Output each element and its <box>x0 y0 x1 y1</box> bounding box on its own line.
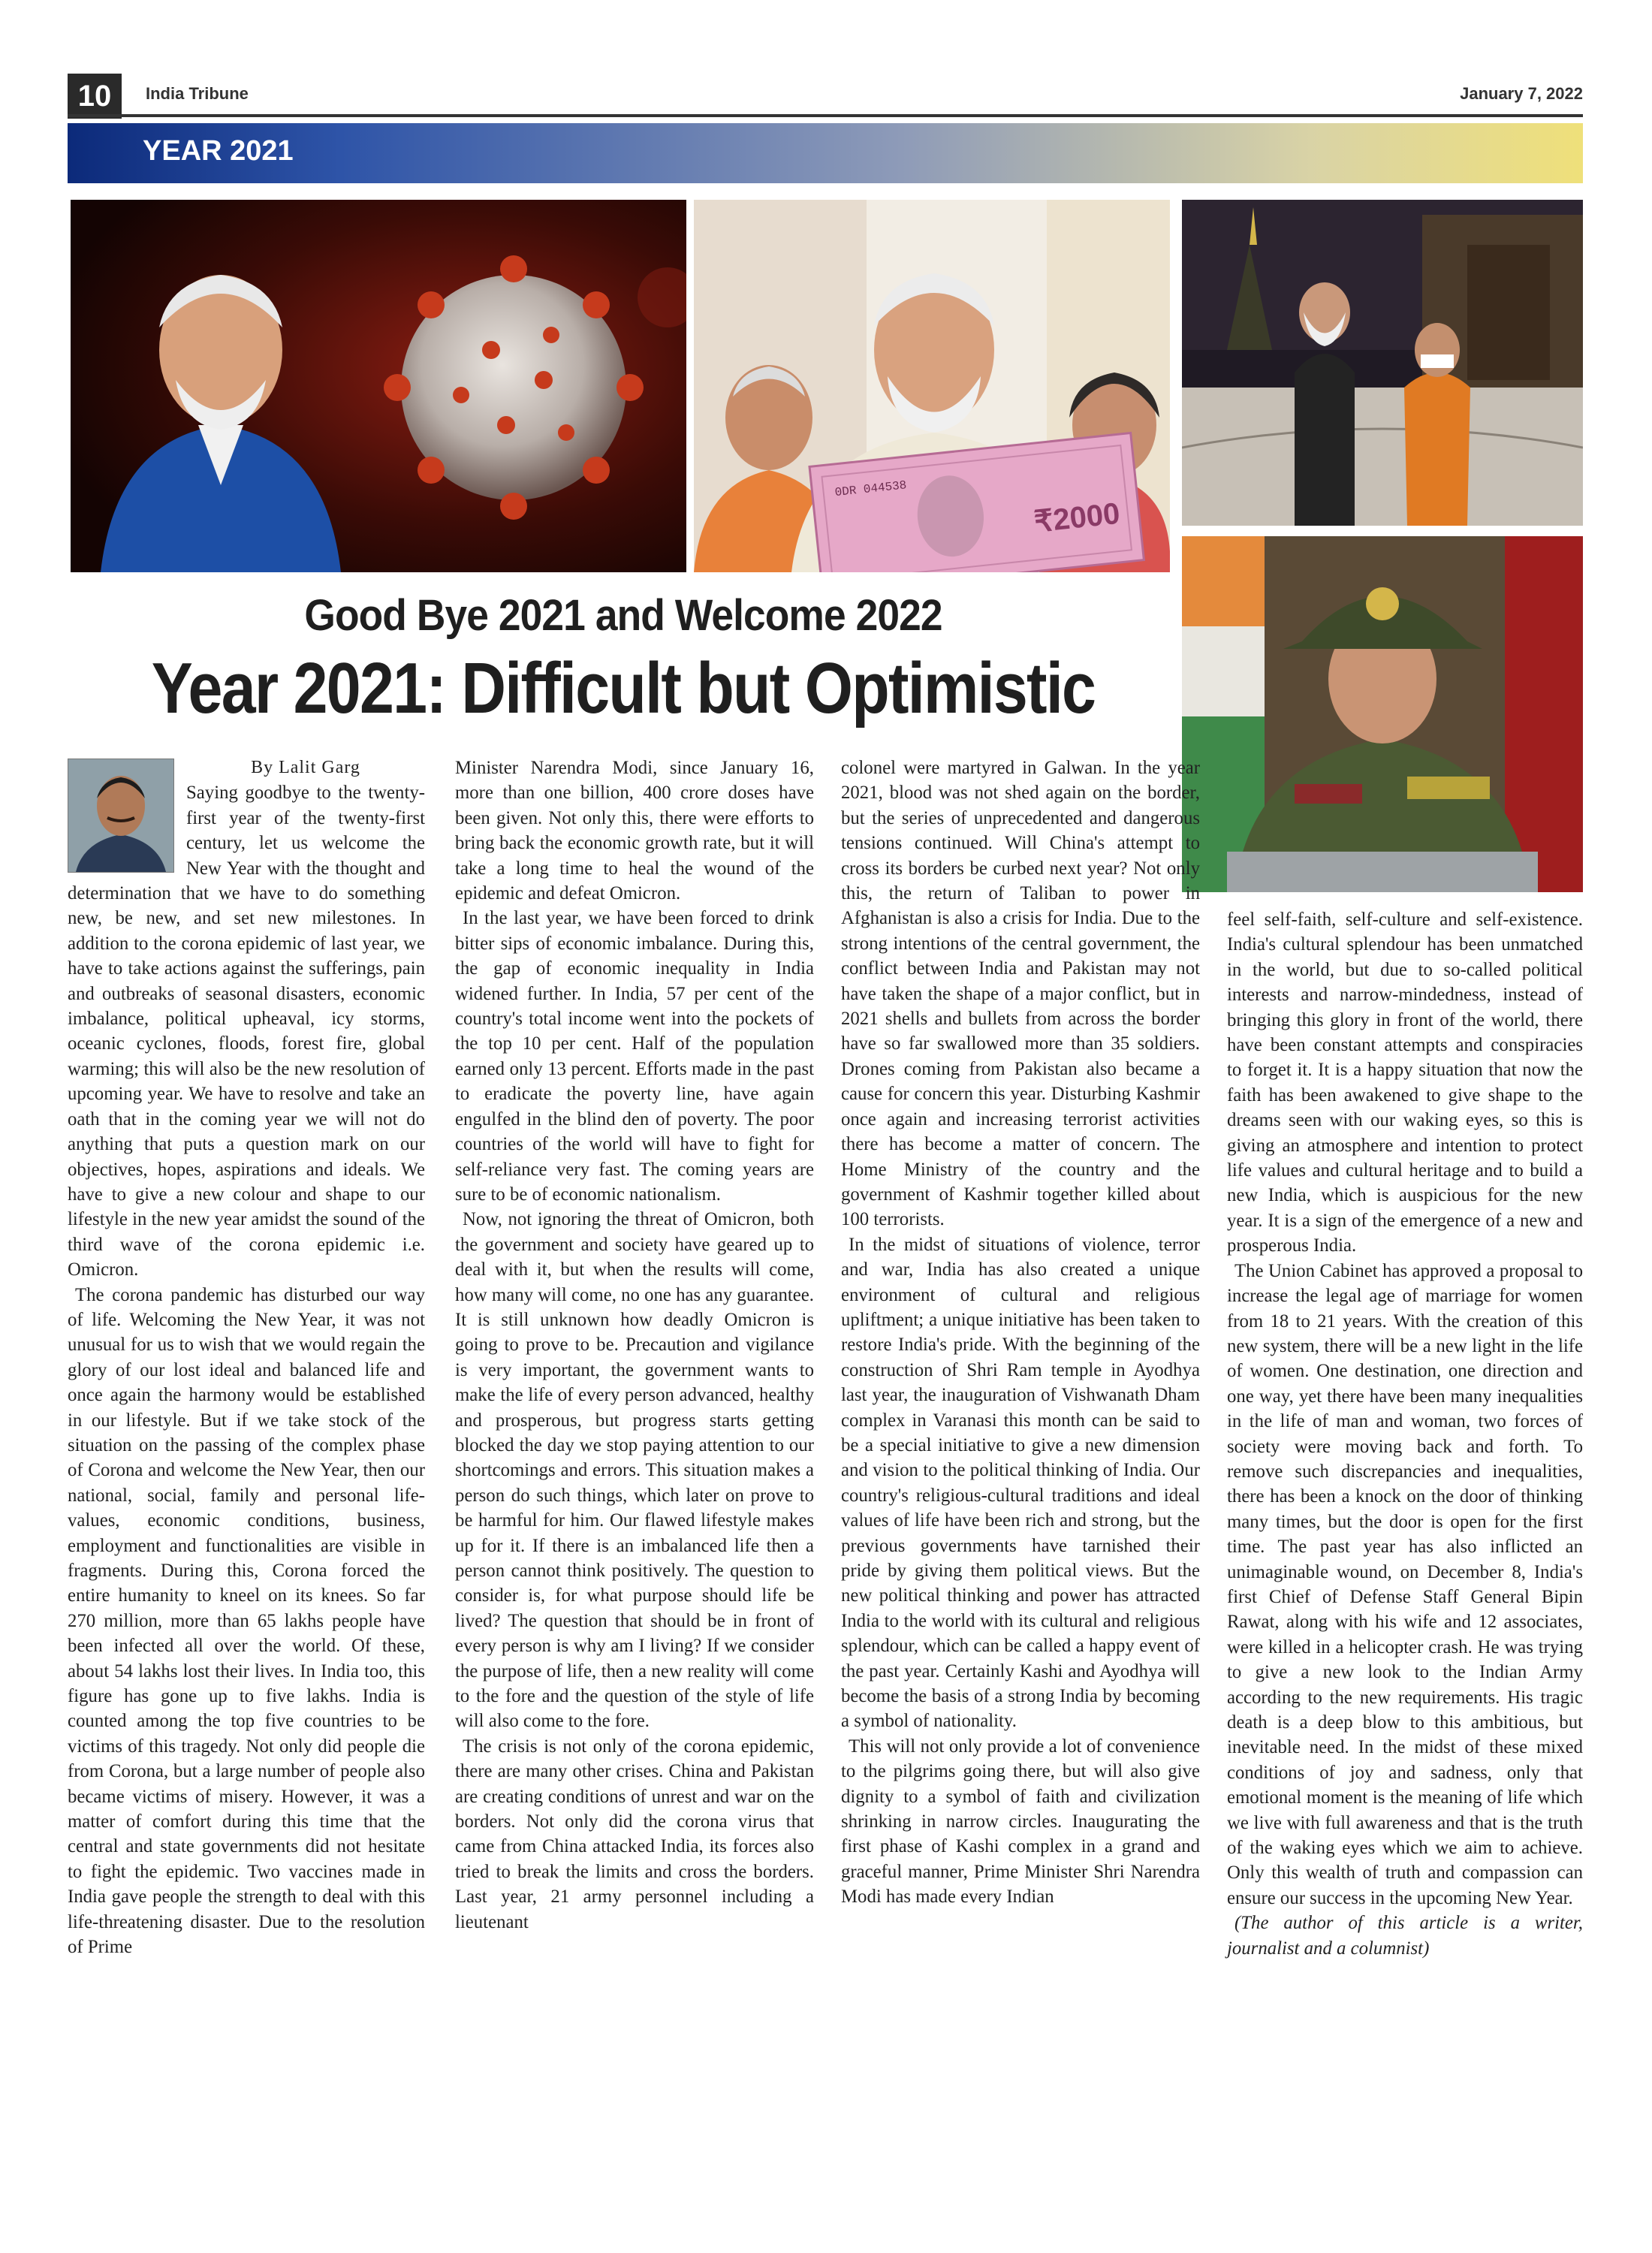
banknote-serial: 0DR 044538 <box>834 478 908 500</box>
paragraph: Saying goodbye to the twenty-first year of the twenty-first century, let us welcome the New Year with the thought and determination that we have to do something new, be new, and set new milestones. In addition to the corona epidemic of last year, we have to take actions against the sufferings, pain and outbreaks of seasonal disasters, economic imbalance, political upheaval, icy storms, oceanic cyclones, floods, forest fire, global warming; this will also be the new resolution of upcoming year. We have to resolve and take an oath that in the coming year we will not do anything that puts a question mark on our objectives, hopes, aspirations and ideals. We have to give a new colour and shape to our lifestyle in the new year amidst the sound of the third wave of the corona epidemic i.e. Omicron. <box>68 783 425 1280</box>
paragraph: colonel were martyred in Galwan. In the year 2021, blood was not shed again on the border, but the series of unprecedented and dangerous tensions continued. Will China's attempt to cross its borders be curbed next year? Not only this, the return of Taliban to power in Afghanistan is also a crisis for India. Due to the strong intentions of the central government, the conflict between India and Pakistan may not have taken the shape of a major conflict, but in 2021 shells and bullets from across the border have so far swallowed more than 35 soldiers. Drones coming from Pakistan also became a cause for concern this year. Disturbing Kashmir once again and increasing terrorist activities there has become a matter of concern. The Home Ministry of the country and the government of Kashmir together killed about 100 terrorists. <box>841 758 1200 1230</box>
section-label: YEAR 2021 <box>143 135 294 167</box>
banknote-denomination: ₹2000 <box>1032 496 1122 539</box>
paragraph: Minister Narendra Modi, since January 16, more than one billion, 400 crore doses have been given. Not only this, there were efforts to bring back the economic growth rate, but it will take a long time to heal the wound of the epidemic and defeat Omicron. <box>455 758 814 904</box>
author-footnote: (The author of this article is a writer, journalist and a columnist) <box>1227 1913 1583 1959</box>
page-number: 10 <box>68 74 122 119</box>
paragraph: In the midst of situations of violence, terror and war, India has also created a unique environment of cultural and religious upliftment; a unique initiative has been taken to restore India's pride. With the beginning of the construction of Shri Ram temple in Ayodhya last year, the inauguration of Vishwanath Dham complex in Varanasi this month can be said to be a special initiative to give a new dimension and vision to the political thinking of India. Our country's religious-cultural traditions and ideal values of life have been rich and strong, but the previous governments have tarnished their pride by giving them political views. But the new political thinking and power has attracted India to the world with its cultural and religious splendour, which can be called a happy event of the past year. Certainly Kashi and Ayodhya will become the basis of a strong India by becoming a symbol of nationality. <box>841 1234 1200 1732</box>
article-kicker: Good Bye 2021 and Welcome 2022 <box>304 591 942 640</box>
issue-date: January 7, 2022 <box>1460 84 1583 103</box>
article-headline: Year 2021: Difficult but Optimistic <box>151 648 1096 728</box>
paragraph: The corona pandemic has disturbed our way of life. Welcoming the New Year, it was not unusual for us to wish that we would regain the glory of our lost ideal and balanced life and once again the harmony would be established in our lifestyle. But if we take stock of the situation on the passing of the complex phase of Corona and welcome the New Year, then our national, social, family and personal life-values, economic conditions, business, employment and functionalities are visible in fragments. During this, Corona forced the entire humanity to kneel on its knees. So far 270 million, more than 65 lakhs people have been infected all over the world. Of these, about 54 lakhs lost their lives. In India too, this figure has gone up to five lakhs. India is counted among the top five countries to be victims of this tragedy. Not only did people die from Corona, but a large number of people also became victims of misery. However, it was a matter of comfort during this time that the central and state governments did not hesitate to fight the epidemic. Two vaccines made in India gave people the strength to deal with this life-threatening disaster. Due to the resolution of Prime <box>68 1284 425 1958</box>
author-photo <box>68 759 174 873</box>
paragraph: The crisis is not only of the corona epidemic, there are many other crises. China and Pakistan are creating conditions of unrest and war on the borders. Not only did the corona virus that came from China attacked India, its forces also tried to break the limits and cross the borders. Last year, 21 army personnel including a lieutenant <box>455 1736 814 1932</box>
article-column-1 <box>68 756 425 1960</box>
article-column-4 <box>1227 907 1583 1961</box>
paragraph: This will not only provide a lot of convenience to the pilgrims going there, but will also give dignity to a symbol of faith and civilization shrinking in narrow circles. Inaugurating the first phase of Kashi complex in a grand and graceful manner, Prime Minister Shri Narendra Modi has made every Indian <box>841 1736 1200 1908</box>
paragraph: The Union Cabinet has approved a proposal to increase the legal age of marriage for women from 18 to 21 years. With the creation of this new system, there will be a new light in the life of women. One destination, one direction and one way, yet there have been many inequalities in the life of man and woman, two forces of society were moving back and forth. To remove such discrepancies and inequalities, there has been a knock on the door of thinking many times, but the door is open for the first time. The past year has also inflicted an unimaginable wound, on December 8, India's first Chief of Defense Staff General Bipin Rawat, along with his wife and 12 associates, were killed in a helicopter crash. He was trying to give a new look to the Indian Army according to the new requirements. His tragic death is a deep blow to this ambitious, but inevitable need. In the midst of these mixed conditions of joy and sadness, only that emotional moment is the meaning of life which we live with full awareness and that is the truth of the waking eyes which we aim to achieve. Only this wealth of truth and compassion can ensure our success in the upcoming New Year. <box>1227 1260 1583 1908</box>
byline: By Lalit Garg <box>251 758 360 777</box>
publication-name: India Tribune <box>146 84 249 103</box>
header-rule <box>68 114 1583 117</box>
paragraph: Now, not ignoring the threat of Omicron, both the government and society have geared up to deal with it, but when the results will come, how many will come, no one has any guarantee. It is still unknown how deadly Omicron is going to prove to be. Precaution and vigilance is very important, the government wants to make the life of every person advanced, healthy and prosperous, but progress starts getting blocked the day we stop paying attention to our shortcomings and errors. This situation makes a person do such things, which later on prove to be harmful for him. Our flawed lifestyle makes up for it. If there is an imbalanced life then a person cannot think positively. The question to consider is, for what purpose should life be lived? The question that should be in front of every person is why am I living? If we consider the purpose of life, then a new reality will come to the fore and the question of the style of life will also come to the fore. <box>455 1209 814 1732</box>
article-column-3 <box>841 756 1200 1910</box>
paragraph: In the last year, we have been forced to drink bitter sips of economic imbalance. During this, the gap of economic inequality in India widened further. In India, 57 per cent of the country's total income went into the pockets of the top 10 per cent. Half of the population earned only 13 percent. Efforts made in the past to eradicate the poverty line, have again engulfed in the blind den of poverty. The poor countries of the world will have to fight for self-reliance very fast. The coming years are sure to be of economic nationalism. <box>455 908 814 1205</box>
photo-leaders-banknote <box>694 200 1170 572</box>
article-column-2 <box>455 756 814 1935</box>
photo-general-portrait <box>1182 536 1583 892</box>
photo-temple-visit <box>1182 200 1583 526</box>
paragraph: feel self-faith, self-culture and self-existence. India's cultural splendour has been unmatched in the world, but due to so-called political interests and narrow-mindedness, instead of bringing this glory in front of the world, there have been constant attempts and conspiracies to forget it. It is a happy situation that now the faith has been awakened to give shape to the dreams seen with our waking eyes, so this is giving an atmosphere and intention to protect life values and cultural heritage and to build a new India, which is auspicious for the new year. It is a sign of the emergence of a new and prosperous India. <box>1227 909 1583 1256</box>
section-banner <box>68 123 1583 183</box>
photo-pm-coronavirus <box>71 200 686 572</box>
